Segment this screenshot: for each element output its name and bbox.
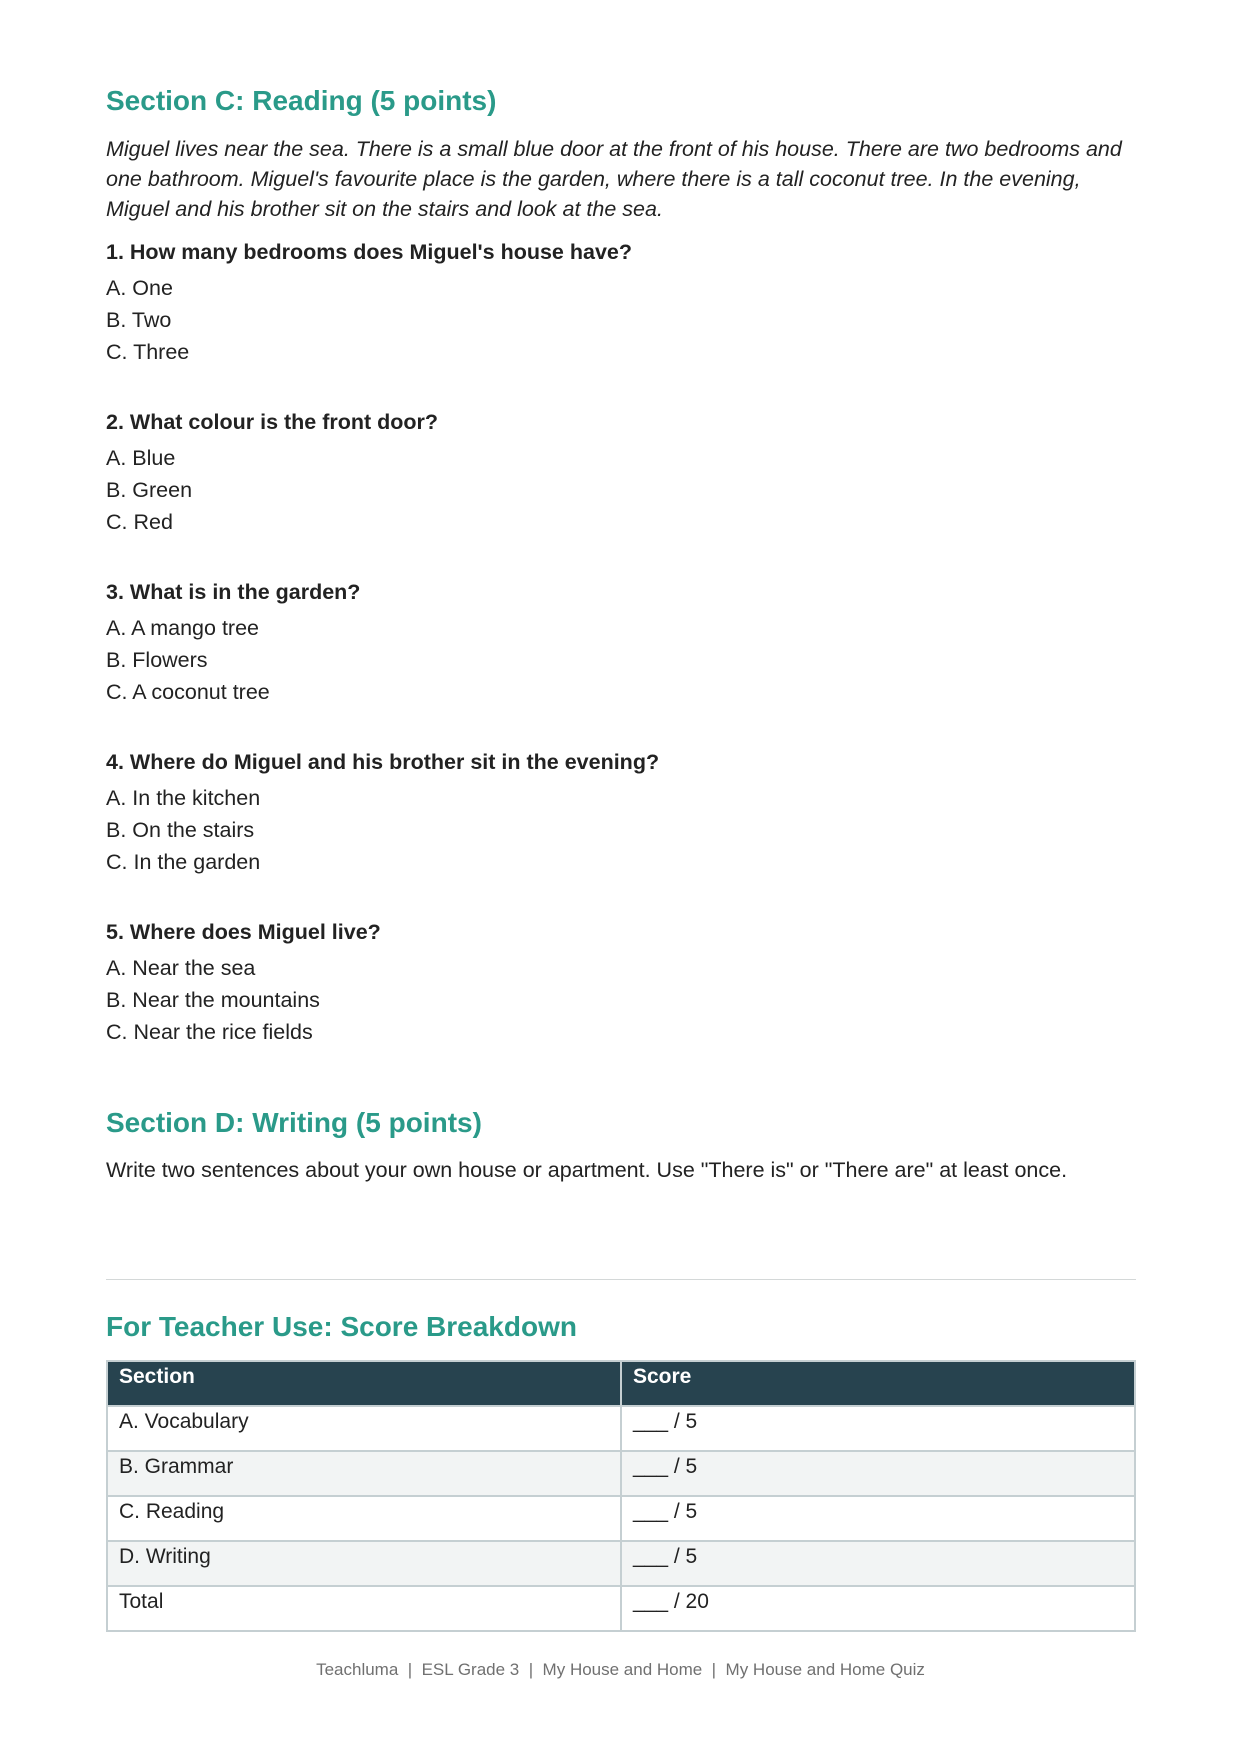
option-c: C. A coconut tree [106,679,270,704]
option-a: A. A mango tree [106,615,259,640]
section-d [106,1106,1136,1186]
score-breakdown-table [106,1360,1136,1632]
option-b: B. Green [106,477,193,502]
writing-instructions: Write two sentences about your own house or apartment. Use "There is" or "There are" at least once. [106,1158,1068,1183]
column-header-section: Section [107,1361,621,1406]
option-b: B. Near the mountains [106,987,320,1012]
score-cell: ___ / 5 [621,1406,1135,1451]
option-c: C. In the garden [106,849,261,874]
question-1 [106,238,1136,368]
table-row-total [107,1586,1135,1631]
question-4 [106,748,1136,878]
option-b: B. Two [106,307,172,332]
page-footer: Teachluma | ESL Grade 3 | My House and Home | My House and Home Quiz [316,1660,925,1679]
option-b: B. Flowers [106,647,208,672]
option-a: A. In the kitchen [106,785,261,810]
table-row [107,1541,1135,1586]
question-2 [106,408,1136,538]
question-text: 5. Where does Miguel live? [106,919,381,944]
section-cell: Total [107,1586,621,1631]
option-a: A. Blue [106,445,176,470]
question-3 [106,578,1136,708]
option-a: A. Near the sea [106,955,256,980]
section-cell: C. Reading [107,1496,621,1541]
score-cell: ___ / 5 [621,1541,1135,1586]
teacher-score-title: For Teacher Use: Score Breakdown [106,1311,577,1343]
divider [106,1279,1136,1280]
score-cell: ___ / 5 [621,1496,1135,1541]
section-d-title: Section D: Writing (5 points) [106,1106,482,1138]
section-cell: D. Writing [107,1541,621,1586]
option-c: C. Red [106,509,173,534]
table-row [107,1406,1135,1451]
table-header-row [107,1361,1135,1406]
option-a: A. One [106,275,173,300]
option-c: C. Three [106,339,190,364]
section-c-title: Section C: Reading (5 points) [106,85,497,116]
section-cell: B. Grammar [107,1451,621,1496]
option-b: B. On the stairs [106,817,255,842]
question-text: 3. What is in the garden? [106,579,361,604]
question-5 [106,918,1136,1048]
question-text: 4. Where do Miguel and his brother sit in the evening? [106,749,660,774]
option-c: C. Near the rice fields [106,1019,313,1044]
table-row [107,1451,1135,1496]
section-cell: A. Vocabulary [107,1406,621,1451]
column-header-score: Score [621,1361,1135,1406]
reading-passage: Miguel lives near the sea. There is a small blue door at the front of his house. There are two bedrooms and one bathroom. Miguel's favourite place is the garden, where there is a tall coconut tree. In the evening, Miguel and his brother sit on the stairs and look at the sea. [106,136,1122,221]
question-text: 2. What colour is the front door? [106,409,439,434]
worksheet-page [106,84,1136,1632]
table-row [107,1496,1135,1541]
question-text: 1. How many bedrooms does Miguel's house have? [106,239,633,264]
score-cell: ___ / 20 [621,1586,1135,1631]
score-cell: ___ / 5 [621,1451,1135,1496]
